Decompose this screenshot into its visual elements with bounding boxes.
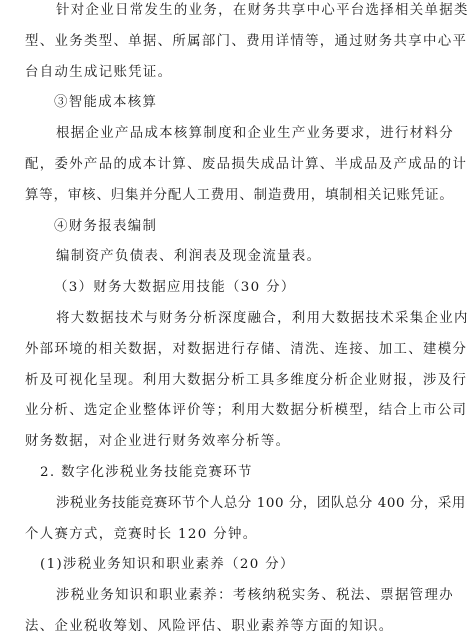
- paragraph-line: 涉税业务技能竞赛环节个人总分 100 分，团队总分 400 分，采用: [56, 496, 466, 511]
- section-heading: (1)涉税业务知识和职业素养（20 分）: [40, 557, 295, 572]
- paragraph-line: 将大数据技术与财务分析深度融合，利用大数据技术采集企业内: [56, 311, 469, 326]
- paragraph-line: 涉税业务知识和职业素养：考核纳税实务、税法、票据管理办: [56, 588, 454, 603]
- section-heading: ③智能成本核算: [54, 95, 158, 110]
- section-heading: 2. 数字化涉税业务技能竞赛环节: [40, 465, 253, 480]
- paragraph-line: 根据企业产品成本核算制度和企业生产业务要求，进行材料分: [56, 126, 454, 141]
- paragraph-line: 编制资产负债表、利润表及现金流量表。: [56, 249, 322, 264]
- paragraph-line: 外部环境的相关数据，对数据进行存储、清洗、连接、加工、建模分: [25, 342, 468, 357]
- paragraph-line: 针对企业日常发生的业务，在财务共享中心平台选择相关单据类: [56, 3, 469, 18]
- paragraph-line: 业分析、选定企业整体评价等；利用大数据分析模型，结合上市公司: [25, 403, 468, 418]
- section-heading: （3）财务大数据应用技能（30 分）: [54, 280, 296, 295]
- paragraph-line: 台自动生成记账凭证。: [25, 65, 173, 80]
- paragraph-line: 型、业务类型、单据、所属部门、费用详情等，通过财务共享中心平: [25, 34, 468, 49]
- paragraph-line: 个人赛方式，竞赛时长 120 分钟。: [25, 527, 258, 542]
- section-heading: ④财务报表编制: [54, 219, 158, 234]
- paragraph-line: 算等，审核、归集并分配人工费用、制造费用，填制相关记账凭证。: [25, 188, 454, 203]
- paragraph-line: 析及可视化呈现。利用大数据分析工具多维度分析企业财报，涉及行: [25, 373, 468, 388]
- paragraph-line: 法、企业税收筹划、风险评估、职业素养等方面的知识。: [25, 619, 394, 634]
- paragraph-line: 财务数据，对企业进行财务效率分析等。: [25, 434, 291, 449]
- paragraph-line: 配，委外产品的成本计算、废品损失成品计算、半成品及产成品的计: [25, 157, 468, 172]
